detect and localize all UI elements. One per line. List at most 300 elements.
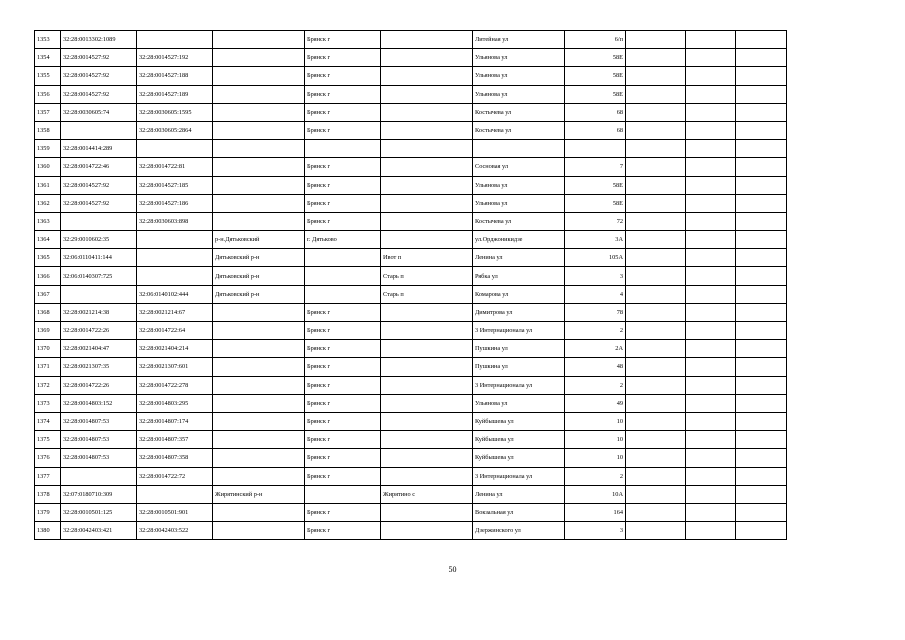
- district-cell: [213, 522, 305, 540]
- street-cell: Литейная ул: [473, 31, 565, 49]
- settlement-cell: [381, 121, 473, 139]
- object-cadastral-number-cell: 32:28:0014527:188: [137, 67, 213, 85]
- city-cell: г. Дятьково: [305, 231, 381, 249]
- cadastral-number-cell: 32:07:0180710:309: [61, 485, 137, 503]
- table-row: [35, 358, 787, 376]
- city-cell: Брянск г: [305, 212, 381, 230]
- district-cell: Дятьковский р-н: [213, 249, 305, 267]
- city-cell: Брянск г: [305, 358, 381, 376]
- house-number-cell: 10А: [565, 485, 626, 503]
- house-number-cell: 58Е: [565, 67, 626, 85]
- empty-cell: [736, 485, 787, 503]
- object-cadastral-number-cell: 32:28:0014527:186: [137, 194, 213, 212]
- street-cell: Сосновая ул: [473, 158, 565, 176]
- table-row: [35, 485, 787, 503]
- object-cadastral-number-cell: 32:28:0014807:357: [137, 431, 213, 449]
- row-number-cell: 1379: [35, 503, 61, 521]
- cadastral-number-cell: 32:28:0014722:26: [61, 322, 137, 340]
- extra-col-1-cell: [626, 267, 686, 285]
- street-cell: Ульянова ул: [473, 394, 565, 412]
- city-cell: Брянск г: [305, 449, 381, 467]
- district-cell: Дятьковский р-н: [213, 285, 305, 303]
- cadastral-number-cell: 32:28:0042403:421: [61, 522, 137, 540]
- street-cell: Ульянова ул: [473, 49, 565, 67]
- object-cadastral-number-cell: [137, 231, 213, 249]
- settlement-cell: [381, 31, 473, 49]
- object-cadastral-number-cell: 32:28:0014803:295: [137, 394, 213, 412]
- settlement-cell: [381, 394, 473, 412]
- extra-col-2-cell: [686, 121, 736, 139]
- extra-col-2-cell: [686, 522, 736, 540]
- row-number-cell: 1371: [35, 358, 61, 376]
- extra-col-2-cell: [686, 67, 736, 85]
- empty-cell: [736, 231, 787, 249]
- district-cell: [213, 49, 305, 67]
- house-number-cell: 164: [565, 503, 626, 521]
- object-cadastral-number-cell: 32:28:0042403:522: [137, 522, 213, 540]
- cadastral-number-cell: 32:28:0021404:47: [61, 340, 137, 358]
- street-cell: ул.Орджоникидзе: [473, 231, 565, 249]
- object-cadastral-number-cell: 32:28:0014722:64: [137, 322, 213, 340]
- row-number-cell: 1372: [35, 376, 61, 394]
- district-cell: [213, 212, 305, 230]
- city-cell: Брянск г: [305, 194, 381, 212]
- row-number-cell: 1380: [35, 522, 61, 540]
- extra-col-2-cell: [686, 194, 736, 212]
- extra-col-1-cell: [626, 412, 686, 430]
- cadastral-number-cell: 32:28:0014414:289: [61, 140, 137, 158]
- row-number-cell: 1356: [35, 85, 61, 103]
- row-number-cell: 1378: [35, 485, 61, 503]
- row-number-cell: 1365: [35, 249, 61, 267]
- object-cadastral-number-cell: 32:28:0030605:1595: [137, 103, 213, 121]
- cadastral-number-cell: 32:28:0014722:46: [61, 158, 137, 176]
- empty-cell: [736, 376, 787, 394]
- table-row: [35, 194, 787, 212]
- extra-col-2-cell: [686, 376, 736, 394]
- extra-col-1-cell: [626, 212, 686, 230]
- extra-col-1-cell: [626, 231, 686, 249]
- extra-col-1-cell: [626, 485, 686, 503]
- house-number-cell: 2А: [565, 340, 626, 358]
- table-row: [35, 303, 787, 321]
- extra-col-2-cell: [686, 431, 736, 449]
- district-cell: [213, 158, 305, 176]
- extra-col-2-cell: [686, 103, 736, 121]
- object-cadastral-number-cell: 32:28:0014807:174: [137, 412, 213, 430]
- object-cadastral-number-cell: 32:28:0021307:601: [137, 358, 213, 376]
- row-number-cell: 1355: [35, 67, 61, 85]
- object-cadastral-number-cell: 32:28:0030605:2864: [137, 121, 213, 139]
- district-cell: [213, 431, 305, 449]
- extra-col-2-cell: [686, 467, 736, 485]
- object-cadastral-number-cell: 32:28:0021404:214: [137, 340, 213, 358]
- row-number-cell: 1367: [35, 285, 61, 303]
- object-cadastral-number-cell: 32:28:0014527:189: [137, 85, 213, 103]
- table-row: [35, 467, 787, 485]
- extra-col-1-cell: [626, 431, 686, 449]
- empty-cell: [736, 67, 787, 85]
- extra-col-1-cell: [626, 158, 686, 176]
- cadastral-number-cell: 32:29:0010602:35: [61, 231, 137, 249]
- street-cell: Комарова ул: [473, 285, 565, 303]
- table-row: [35, 522, 787, 540]
- street-cell: Куйбышева ул: [473, 412, 565, 430]
- settlement-cell: Жирятино с: [381, 485, 473, 503]
- extra-col-1-cell: [626, 376, 686, 394]
- settlement-cell: [381, 67, 473, 85]
- city-cell: [305, 485, 381, 503]
- extra-col-1-cell: [626, 503, 686, 521]
- empty-cell: [736, 140, 787, 158]
- settlement-cell: Старь п: [381, 267, 473, 285]
- settlement-cell: [381, 467, 473, 485]
- object-cadastral-number-cell: 32:28:0010501:901: [137, 503, 213, 521]
- city-cell: Брянск г: [305, 31, 381, 49]
- empty-cell: [736, 49, 787, 67]
- extra-col-1-cell: [626, 85, 686, 103]
- street-cell: Ленина ул: [473, 249, 565, 267]
- row-number-cell: 1361: [35, 176, 61, 194]
- empty-cell: [736, 467, 787, 485]
- city-cell: Брянск г: [305, 103, 381, 121]
- table-row: [35, 267, 787, 285]
- cadastral-number-cell: 32:28:0021307:35: [61, 358, 137, 376]
- extra-col-2-cell: [686, 85, 736, 103]
- house-number-cell: 72: [565, 212, 626, 230]
- city-cell: [305, 285, 381, 303]
- object-cadastral-number-cell: 32:28:0030603:898: [137, 212, 213, 230]
- table-row: [35, 231, 787, 249]
- table-row: [35, 285, 787, 303]
- city-cell: Брянск г: [305, 394, 381, 412]
- street-cell: Куйбышева ул: [473, 431, 565, 449]
- extra-col-2-cell: [686, 158, 736, 176]
- district-cell: [213, 322, 305, 340]
- settlement-cell: [381, 303, 473, 321]
- street-cell: 3 Интернационала ул: [473, 322, 565, 340]
- empty-cell: [736, 194, 787, 212]
- house-number-cell: 2: [565, 467, 626, 485]
- object-cadastral-number-cell: [137, 249, 213, 267]
- object-cadastral-number-cell: 32:06:0140102:444: [137, 285, 213, 303]
- extra-col-2-cell: [686, 394, 736, 412]
- district-cell: р-н.Дятьковский: [213, 231, 305, 249]
- settlement-cell: [381, 522, 473, 540]
- settlement-cell: [381, 449, 473, 467]
- cadastral-number-cell: 32:28:0014527:92: [61, 194, 137, 212]
- cadastral-number-cell: 32:06:0140307:725: [61, 267, 137, 285]
- object-cadastral-number-cell: [137, 31, 213, 49]
- table-row: [35, 394, 787, 412]
- settlement-cell: [381, 140, 473, 158]
- object-cadastral-number-cell: [137, 140, 213, 158]
- row-number-cell: 1364: [35, 231, 61, 249]
- row-number-cell: 1359: [35, 140, 61, 158]
- extra-col-1-cell: [626, 340, 686, 358]
- house-number-cell: 10: [565, 431, 626, 449]
- cadastral-number-cell: 32:28:0010501:125: [61, 503, 137, 521]
- house-number-cell: 58Е: [565, 176, 626, 194]
- settlement-cell: [381, 212, 473, 230]
- street-cell: Костычева ул: [473, 212, 565, 230]
- cadastral-number-cell: 32:28:0014527:92: [61, 49, 137, 67]
- cadastral-number-cell: [61, 467, 137, 485]
- extra-col-1-cell: [626, 176, 686, 194]
- city-cell: Брянск г: [305, 158, 381, 176]
- extra-col-2-cell: [686, 322, 736, 340]
- row-number-cell: 1377: [35, 467, 61, 485]
- city-cell: Брянск г: [305, 303, 381, 321]
- extra-col-2-cell: [686, 358, 736, 376]
- empty-cell: [736, 31, 787, 49]
- district-cell: [213, 503, 305, 521]
- empty-cell: [736, 158, 787, 176]
- extra-col-2-cell: [686, 340, 736, 358]
- extra-col-2-cell: [686, 249, 736, 267]
- city-cell: Брянск г: [305, 522, 381, 540]
- object-cadastral-number-cell: 32:28:0021214:67: [137, 303, 213, 321]
- house-number-cell: 10: [565, 449, 626, 467]
- house-number-cell: 48: [565, 358, 626, 376]
- settlement-cell: [381, 322, 473, 340]
- street-cell: Рябка ул: [473, 267, 565, 285]
- empty-cell: [736, 303, 787, 321]
- city-cell: [305, 140, 381, 158]
- street-cell: Куйбышева ул: [473, 449, 565, 467]
- district-cell: [213, 140, 305, 158]
- extra-col-1-cell: [626, 358, 686, 376]
- empty-cell: [736, 103, 787, 121]
- table-row: [35, 158, 787, 176]
- empty-cell: [736, 267, 787, 285]
- extra-col-2-cell: [686, 412, 736, 430]
- street-cell: Дзержинского ул: [473, 522, 565, 540]
- house-number-cell: 49: [565, 394, 626, 412]
- city-cell: Брянск г: [305, 49, 381, 67]
- house-number-cell: 6/п: [565, 31, 626, 49]
- extra-col-1-cell: [626, 140, 686, 158]
- street-cell: [473, 140, 565, 158]
- row-number-cell: 1366: [35, 267, 61, 285]
- settlement-cell: [381, 431, 473, 449]
- house-number-cell: 2: [565, 376, 626, 394]
- house-number-cell: 58Е: [565, 194, 626, 212]
- extra-col-2-cell: [686, 140, 736, 158]
- table-row: [35, 121, 787, 139]
- district-cell: [213, 121, 305, 139]
- empty-cell: [736, 285, 787, 303]
- cadastral-number-cell: 32:28:0014807:53: [61, 431, 137, 449]
- district-cell: [213, 467, 305, 485]
- extra-col-1-cell: [626, 121, 686, 139]
- table-row: [35, 449, 787, 467]
- table-row: [35, 412, 787, 430]
- street-cell: Ленина ул: [473, 485, 565, 503]
- street-cell: Вокзальная ул: [473, 503, 565, 521]
- table-row: [35, 249, 787, 267]
- cadastral-number-cell: 32:28:0014527:92: [61, 67, 137, 85]
- empty-cell: [736, 249, 787, 267]
- object-cadastral-number-cell: 32:28:0014722:72: [137, 467, 213, 485]
- city-cell: Брянск г: [305, 376, 381, 394]
- table-row: [35, 212, 787, 230]
- cadastral-number-cell: [61, 212, 137, 230]
- house-number-cell: 3А: [565, 231, 626, 249]
- cadastral-number-cell: 32:28:0021214:38: [61, 303, 137, 321]
- extra-col-1-cell: [626, 467, 686, 485]
- row-number-cell: 1362: [35, 194, 61, 212]
- cadastral-number-cell: 32:28:0014527:92: [61, 85, 137, 103]
- extra-col-1-cell: [626, 285, 686, 303]
- empty-cell: [736, 412, 787, 430]
- empty-cell: [736, 522, 787, 540]
- extra-col-2-cell: [686, 49, 736, 67]
- empty-cell: [736, 449, 787, 467]
- object-cadastral-number-cell: 32:28:0014527:185: [137, 176, 213, 194]
- district-cell: [213, 358, 305, 376]
- cadastral-number-cell: 32:28:0014803:152: [61, 394, 137, 412]
- street-cell: 3 Интернационала ул: [473, 467, 565, 485]
- extra-col-2-cell: [686, 303, 736, 321]
- cadastral-number-cell: 32:28:0014527:92: [61, 176, 137, 194]
- settlement-cell: [381, 376, 473, 394]
- extra-col-2-cell: [686, 503, 736, 521]
- table-row: [35, 49, 787, 67]
- table-row: [35, 322, 787, 340]
- settlement-cell: [381, 340, 473, 358]
- page-number: 50: [448, 565, 457, 574]
- extra-col-1-cell: [626, 49, 686, 67]
- street-cell: Ульянова ул: [473, 67, 565, 85]
- house-number-cell: 10: [565, 412, 626, 430]
- house-number-cell: 68: [565, 121, 626, 139]
- extra-col-1-cell: [626, 394, 686, 412]
- object-cadastral-number-cell: 32:28:0014807:358: [137, 449, 213, 467]
- table-row: [35, 31, 787, 49]
- city-cell: Брянск г: [305, 467, 381, 485]
- row-number-cell: 1360: [35, 158, 61, 176]
- city-cell: Брянск г: [305, 431, 381, 449]
- table-row: [35, 376, 787, 394]
- row-number-cell: 1368: [35, 303, 61, 321]
- registry-table: [34, 30, 787, 540]
- cadastral-number-cell: 32:28:0014807:53: [61, 449, 137, 467]
- row-number-cell: 1375: [35, 431, 61, 449]
- settlement-cell: Ивот п: [381, 249, 473, 267]
- empty-cell: [736, 322, 787, 340]
- object-cadastral-number-cell: 32:28:0014722:278: [137, 376, 213, 394]
- row-number-cell: 1354: [35, 49, 61, 67]
- table-row: [35, 431, 787, 449]
- table-row: [35, 140, 787, 158]
- cadastral-number-cell: [61, 121, 137, 139]
- extra-col-1-cell: [626, 303, 686, 321]
- city-cell: Брянск г: [305, 340, 381, 358]
- district-cell: [213, 67, 305, 85]
- extra-col-1-cell: [626, 103, 686, 121]
- settlement-cell: [381, 231, 473, 249]
- street-cell: Пушкина ул: [473, 358, 565, 376]
- row-number-cell: 1369: [35, 322, 61, 340]
- settlement-cell: [381, 85, 473, 103]
- extra-col-1-cell: [626, 194, 686, 212]
- district-cell: [213, 394, 305, 412]
- cadastral-number-cell: 32:06:0110411:144: [61, 249, 137, 267]
- city-cell: [305, 249, 381, 267]
- settlement-cell: [381, 176, 473, 194]
- empty-cell: [736, 176, 787, 194]
- city-cell: Брянск г: [305, 322, 381, 340]
- object-cadastral-number-cell: 32:28:0014722:81: [137, 158, 213, 176]
- extra-col-1-cell: [626, 322, 686, 340]
- extra-col-1-cell: [626, 31, 686, 49]
- city-cell: Брянск г: [305, 85, 381, 103]
- district-cell: [213, 376, 305, 394]
- settlement-cell: [381, 103, 473, 121]
- street-cell: Костычева ул: [473, 121, 565, 139]
- house-number-cell: [565, 140, 626, 158]
- empty-cell: [736, 340, 787, 358]
- street-cell: Пушкина ул: [473, 340, 565, 358]
- extra-col-1-cell: [626, 449, 686, 467]
- empty-cell: [736, 431, 787, 449]
- district-cell: [213, 449, 305, 467]
- extra-col-2-cell: [686, 485, 736, 503]
- table-row: [35, 340, 787, 358]
- empty-cell: [736, 212, 787, 230]
- extra-col-2-cell: [686, 176, 736, 194]
- row-number-cell: 1353: [35, 31, 61, 49]
- row-number-cell: 1376: [35, 449, 61, 467]
- settlement-cell: [381, 412, 473, 430]
- district-cell: [213, 303, 305, 321]
- city-cell: Брянск г: [305, 67, 381, 85]
- settlement-cell: [381, 158, 473, 176]
- settlement-cell: Старь п: [381, 285, 473, 303]
- settlement-cell: [381, 194, 473, 212]
- city-cell: Брянск г: [305, 121, 381, 139]
- house-number-cell: 7: [565, 158, 626, 176]
- city-cell: Брянск г: [305, 176, 381, 194]
- settlement-cell: [381, 49, 473, 67]
- street-cell: Ульянова ул: [473, 85, 565, 103]
- street-cell: 3 Интернационала ул: [473, 376, 565, 394]
- table-row: [35, 67, 787, 85]
- settlement-cell: [381, 358, 473, 376]
- table-row: [35, 503, 787, 521]
- row-number-cell: 1373: [35, 394, 61, 412]
- table-row: [35, 103, 787, 121]
- house-number-cell: 4: [565, 285, 626, 303]
- district-cell: [213, 176, 305, 194]
- row-number-cell: 1374: [35, 412, 61, 430]
- empty-cell: [736, 85, 787, 103]
- empty-cell: [736, 121, 787, 139]
- house-number-cell: 2: [565, 322, 626, 340]
- house-number-cell: 68: [565, 103, 626, 121]
- house-number-cell: 3: [565, 267, 626, 285]
- extra-col-1-cell: [626, 67, 686, 85]
- street-cell: Костычева ул: [473, 103, 565, 121]
- street-cell: Ульянова ул: [473, 176, 565, 194]
- object-cadastral-number-cell: 32:28:0014527:192: [137, 49, 213, 67]
- row-number-cell: 1370: [35, 340, 61, 358]
- district-cell: Жирятинский р-н: [213, 485, 305, 503]
- district-cell: [213, 103, 305, 121]
- cadastral-number-cell: 32:28:0014722:26: [61, 376, 137, 394]
- empty-cell: [736, 394, 787, 412]
